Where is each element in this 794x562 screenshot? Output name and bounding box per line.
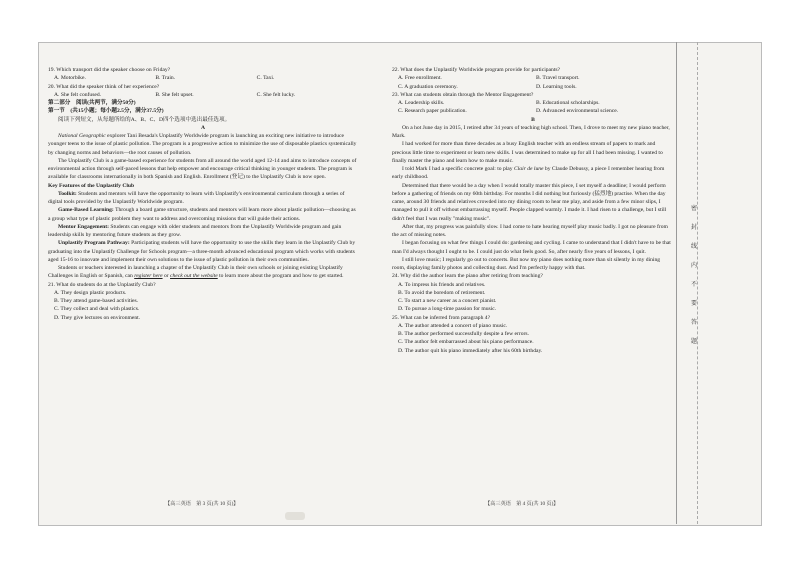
question-23: 23. What can students obtain through the Mentor Engagement? <box>392 91 534 98</box>
question-24: 24. Why did the author learn the piano after retiring from teaching? <box>392 273 543 280</box>
question-20: 20. What did the speaker think of her experience? <box>48 83 160 90</box>
page-3-column: 19. Which transport did the speaker choose on Friday? A. Motorbike. B. Train. C. Taxi. 20. What did the speaker think of her experience? A. She felt confused. B. She felt upset. C. She felt lucky. 第二部分 阅读(共两节，满分50分) 第一节 (共15小题；每小题2.5分，满分37.5分) 阅读下列短文，从每题所给的A、B、C、D四个选项中选出最佳选项。 A National Geographic explorer Tani Besada's Unplastify Worldwide program is launching an exciting new initiative to introduce younger teens to the issue of plastic pollution. The program is a progressive action to minimize the use of disposable plastics systemically by changing norms and behaviors—the root causes of pollution. The Unplastify Club is a game-based experience for students from all around the world aged 12-14 and aims to introduce concepts of environmental action through self-paced lessons that help empower and encourage critical thinking in younger students. The program is available for classrooms internationally in both Spanish and English. Enrollment (登记) to the Unplastify Club is now open. Key Features of the Unplastify Club Toolkit: Students and mentors will have the opportunity to learn with Unplastify's environmental curriculum through a series of digital tools provided by the Unplastify Worldwide program. Game-Based Learning: Through a board game structure, students and mentors will learn more about plastic pollution—choosing as a group what type of plastic problem they want to address and overcoming missions that will guide their actions. Mentor Engagement: Students can engage with older students and mentors from the Unplastify Worldwide program and gain leadership skills by mentoring future students as they grow. Unplastify Program Pathway: Participating students will have the opportunity to use the skills they learn in the Unplastify Club by graduating into the Unplastify Challenge for Schools program—a three-month advanced educational program which works with students aged 15-16 to innovate and implement their own solutions to the issue of plastic pollution in their own communities. Students or teachers interested in launching a chapter of the Unplastify Club in their own schools or joining existing Unplastify Challenges in English or Spanish, can register here or check out the website to learn more about the program and how to get started. 21. What do students do at the Unplastify Club? A. They design plastic products. B. They attend game-based activities. C. They collect and deal with plastics. D. They give lectures on environment. <box>48 67 357 321</box>
passage-a-para-2: The Unplastify Club is a game-based experience for students from all around the world aged 12-14 and aims to introduce concepts of environmental action through self-paced lessons that help empower and encourage critical thinking in younger students. The program is available for classrooms internationally in both Spanish and English. Enrollment (登记) to the Unplastify Club is now open. <box>48 157 357 181</box>
website-link[interactable]: check out the website <box>170 273 218 280</box>
seal-notice: 密 封 线 内 不 要 答 题 <box>690 206 697 345</box>
q20-options: A. She felt confused. B. She felt upset. C. She felt lucky. <box>54 91 296 98</box>
feature-toolkit: Toolkit: Students and mentors will have the opportunity to learn with Unplastify's environmental curriculum through a series of digital tools provided by the Unplastify Worldwide program. <box>48 190 345 205</box>
question-25: 25. What can be inferred from paragraph 4? <box>392 314 491 321</box>
page-3-footer: 【高三英语 第 3 页(共 10 页)】 <box>165 501 239 507</box>
question-22: 22. What does the Unplastify Worldwide program provide for participants? <box>392 67 561 73</box>
page-4-footer: 【高三英语 第 4 页(共 10 页)】 <box>485 501 559 507</box>
passage-b-para-5: After that, my progress was painfully slow. I had come to hate hearing myself play music badly. I got no pleasure from the act of missing notes. <box>392 223 668 238</box>
q19-options: A. Motorbike. B. Train. C. Taxi. <box>54 75 275 82</box>
feature-pathway: Unplastify Program Pathway: Participating students will have the opportunity to use the skills they learn in the Unplastify Club by graduating into the Unplastify Challenge for Schools program—a three-month advanced educational program which works with students aged 15-16 to innovate and implement their own solutions to the issue of plastic pollution in their own communities. <box>48 240 356 263</box>
question-19: 19. Which transport did the speaker choose on Friday? <box>48 67 171 73</box>
feature-mentor: Mentor Engagement: Students can engage with older students and mentors from the Unplastify Worldwide program and gain leadership skills by mentoring future students as they grow. <box>48 223 342 238</box>
binding-margin <box>676 42 761 524</box>
passage-b-para-4: Determined that there would be a day when I would totally master this piece, I set myself a deadline; I would perform before a gathering of friends on my 60th birthday. For months I did nothing but furiously (猛烈地) practise. When the day came, around 30 friends and relatives crowded into my dining room to hear me play, and aside from a few minor slips, I managed to pull it off without embarrassing myself. People clapped warmly. I made it. I had risen to a challenge, but I still didn't feel that I was really "making music". <box>392 182 667 222</box>
passage-a-closing: Students or teachers interested in launching a chapter of the Unplastify Club in their own schools or joining existing Unplastify Challenges in English or Spanish, can register here or check out the website to learn more about the program and how to get started. <box>48 265 344 280</box>
passage-b-para-1: On a hot June day in 2015, I retired after 34 years of teaching high school. Then, I drove to meet my new piano teacher, Mark. <box>392 124 670 139</box>
question-21: 21. What do students do at the Unplastify Club? <box>48 281 156 288</box>
instructions: 阅读下列短文，从每题所给的A、B、C、D四个选项中选出最佳选项。 <box>58 116 231 123</box>
register-link[interactable]: register here <box>134 273 163 280</box>
key-features-heading: Key Features of the Unplastify Club <box>48 182 135 189</box>
feature-game-based: Game-Based Learning: Through a board game structure, students and mentors will learn more about plastic pollution—choosing as a group what type of plastic problem they want to address and overcoming missions that will guide their actions. <box>48 207 356 222</box>
passage-a-para-1: National Geographic explorer Tani Besada's Unplastify Worldwide program is launching an exciting new initiative to introduce younger teens to the issue of plastic pollution. The program is a progressive action to minimize the use of disposable plastics systemically by changing norms and behaviors—the root causes of pollution. <box>48 133 357 156</box>
page-4-column: 22. What does the Unplastify Worldwide program provide for participants? A. Free enrollment. B. Travel transport. C. A graduation ceremony. D. Learning tools. 23. What can students obtain through the Mentor Engagement? A. Leadership skills. B. Educational scholarships. C. Research paper publication. D. Advanced environmental science. B On a hot June day in 2015, I retired after 34 years of teaching high school. Then, I drove to meet my new piano teacher, Mark. I had worked for more than three decades as a busy English teacher with an endless stream of papers to mark and precious little time to experiment or learn new skills. I was determined to make up for all I had been missing. I wanted to finally master the piano and learn how to make music. I told Mark I had a specific concrete goal: to play Clair de lune by Claude Debussy, a piece I remember hearing from early childhood. Determined that there would be a day when I would totally master this piece, I set myself a deadline; I would perform before a gathering of friends on my 60th birthday. For months I did nothing but furiously (猛烈地) practise. When the day came, around 30 friends and relatives crowded into my dining room to hear me play, and aside from a few minor slips, I managed to pull it off without embarrassing myself. People clapped warmly. I made it. I had risen to a challenge, but I still didn't feel that I was really "making music". After that, my progress was painfully slow. I had come to hate hearing myself play music badly. I got no pleasure from the act of missing notes. I began focusing on what few things I could do: gardening and cycling. I came to understand that I didn't have to be that man I'd always thought I ought to be. I could just do what feels good. So, after nearly five years of lessons, I quit. I still love music; I regularly go out to concerts. But now my piano does nothing more than sit silently in my dining room, displaying family photos and collecting dust. And I'm perfectly happy with that. 24. Why did the author learn the piano after retiring from teaching? A. To impress his friends and relatives. B. To avoid the boredom of retirement. C. To start a new career as a concert pianist. D. To pursue a long-time passion for music. 25. What can be inferred from paragraph 4? A. The author attended a concert of piano music. B. The author performed successfully despite a few errors. C. The author felt embarrassed about his piano performance. D. The author quit his piano immediately after his 60th birthday. <box>392 66 674 355</box>
passage-b-para-6: I began focusing on what few things I could do: gardening and cycling. I came to understand that I didn't have to be that man I'd always thought I ought to be. I could just do what feels good. So, after nearly five years of lessons, I quit. <box>392 240 671 255</box>
section-1-heading: 第一节 (共15小题；每小题2.5分，满分37.5分) <box>48 108 164 115</box>
passage-a-label: A <box>200 124 206 131</box>
passage-b-para-3: I told Mark I had a specific concrete goal: to play Clair de lune by Claude Debussy, a piece I remember hearing from early childhood. <box>392 166 665 181</box>
passage-b-para-7: I still love music; I regularly go out to concerts. But now my piano does nothing more than sit silently in my dining room, displaying family photos and collecting dust. And I'm perfectly happy with that. <box>392 256 661 271</box>
part-2-heading: 第二部分 阅读(共两节，满分50分) <box>48 100 136 106</box>
passage-b-label: B <box>531 116 535 123</box>
passage-b-para-2: I had worked for more than three decades as a busy English teacher with an endless stream of papers to mark and precious little time to experiment or learn new skills. I was determined to make up for all I had been missing. I wanted to finally master the piano and learn how to make music. <box>392 141 663 164</box>
scan-smudge <box>285 512 305 520</box>
